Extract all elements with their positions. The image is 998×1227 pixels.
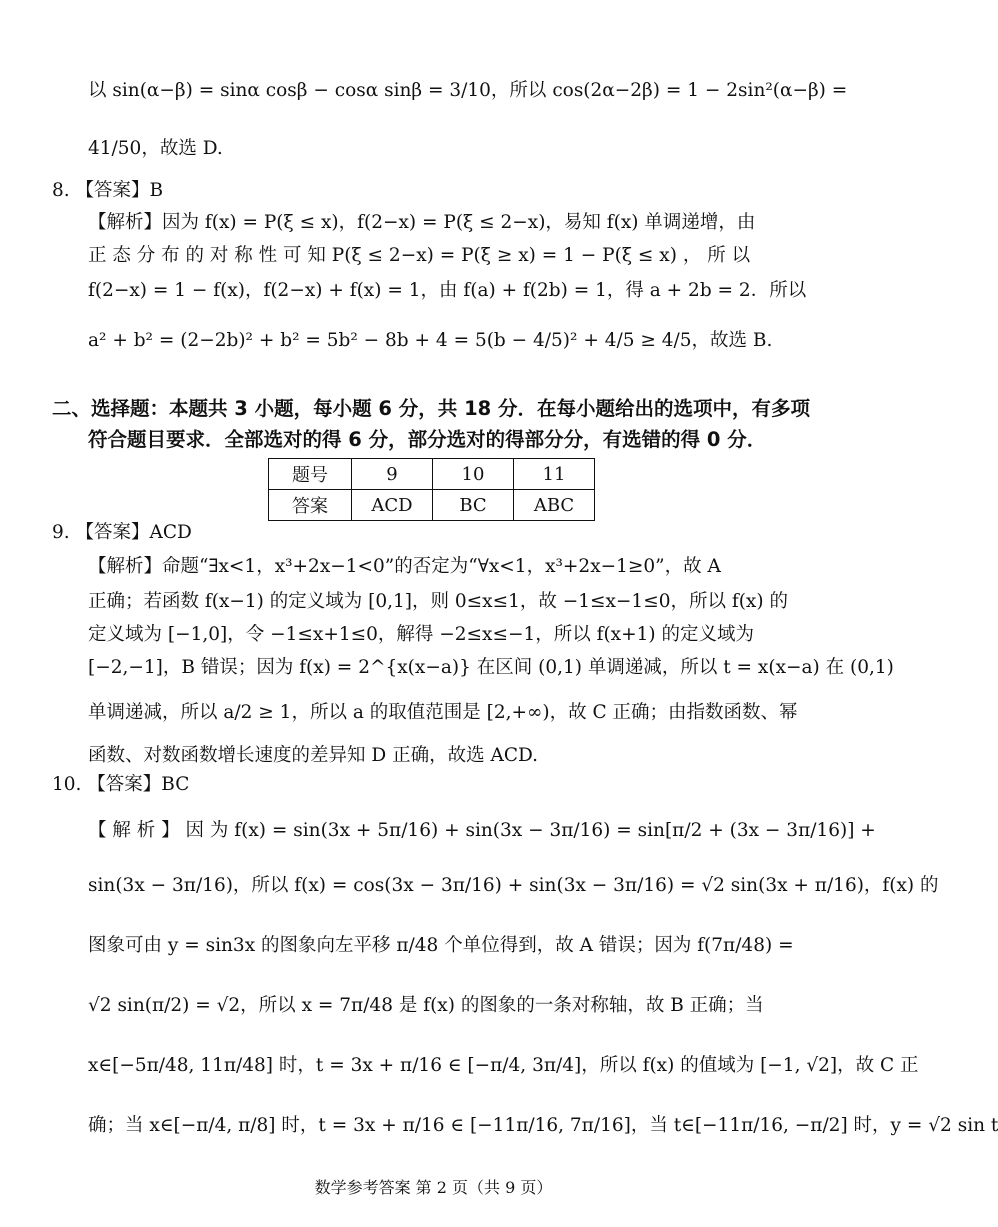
text-line: 以 sin(α−β) = sinα cosβ − cosα sinβ = 3/10，所以 cos(2α−2β) = 1 − 2sin²(α−β) = — [88, 80, 848, 101]
q8-analysis-line: f(2−x) = 1 − f(x)，f(2−x) + f(x) = 1，由 f(a) + f(2b) = 1，得 a + 2b = 2．所以 — [88, 280, 807, 301]
page-footer: 数学参考答案 第 2 页（共 9 页） — [314, 1178, 553, 1197]
table-cell: BC — [433, 490, 514, 521]
q8-analysis-line: 【解析】因为 f(x) = P(ξ ≤ x)，f(2−x) = P(ξ ≤ 2−x)，易知 f(x) 单调递增，由 — [88, 212, 756, 233]
answer-table-answer-row — [269, 490, 595, 521]
section-heading: 符合题目要求．全部选对的得 6 分，部分选对的得部分分，有选错的得 0 分． — [88, 428, 767, 451]
q9-analysis-line: [−2,−1]，B 错误；因为 f(x) = 2^{x(x−a)} 在区间 (0,1) 单调递减，所以 t = x(x−a) 在 (0,1) — [88, 657, 894, 678]
table-cell: 11 — [514, 459, 595, 490]
q10-analysis-line: √2 sin(π/2) = √2，所以 x = 7π/48 是 f(x) 的图象的一条对称轴，故 B 正确；当 — [88, 995, 764, 1016]
answer-table — [268, 458, 595, 521]
q9-analysis-line: 正确；若函数 f(x−1) 的定义域为 [0,1]，则 0≤x≤1，故 −1≤x−1≤0，所以 f(x) 的 — [88, 591, 788, 612]
table-cell: 题号 — [269, 459, 352, 490]
table-cell: ABC — [514, 490, 595, 521]
q10-analysis-line: 确；当 x∈[−π/4, π/8] 时，t = 3x + π/16 ∈ [−11π/16, 7π/16]，当 t∈[−11π/16, −π/2] 时，y = √2 sin t — [88, 1115, 998, 1136]
q8-answer: 8. 【答案】B — [52, 180, 164, 201]
q10-analysis-line: 【 解 析 】 因 为 f(x) = sin(3x + 5π/16) + sin(3x − 3π/16) = sin[π/2 + (3x − 3π/16)] + — [88, 820, 876, 841]
q9-analysis-line: 【解析】命题“∃x<1，x³+2x−1<0”的否定为“∀x<1，x³+2x−1≥0”，故 A — [88, 556, 721, 577]
text-line: 41/50，故选 D. — [88, 138, 223, 159]
q10-answer: 10. 【答案】BC — [52, 774, 190, 795]
q9-analysis-line: 单调递减，所以 a/2 ≥ 1，所以 a 的取值范围是 [2,+∞)，故 C 正确；由指数函数、幂 — [88, 702, 798, 723]
q9-analysis-line: 定义域为 [−1,0]，令 −1≤x+1≤0，解得 −2≤x≤−1，所以 f(x+1) 的定义域为 — [88, 624, 754, 645]
q10-analysis-line: x∈[−5π/48, 11π/48] 时，t = 3x + π/16 ∈ [−π/4, 3π/4]，所以 f(x) 的值域为 [−1, √2]，故 C 正 — [88, 1055, 919, 1076]
q8-analysis-line: a² + b² = (2−2b)² + b² = 5b² − 8b + 4 = 5(b − 4/5)² + 4/5 ≥ 4/5，故选 B. — [88, 330, 773, 351]
q9-answer: 9. 【答案】ACD — [52, 522, 192, 543]
answer-table-header-row — [269, 459, 595, 490]
table-cell: 10 — [433, 459, 514, 490]
q8-analysis-line: 正 态 分 布 的 对 称 性 可 知 P(ξ ≤ 2−x) = P(ξ ≥ x) = 1 − P(ξ ≤ x) ， 所 以 — [88, 245, 751, 266]
section-heading: 二、选择题：本题共 3 小题，每小题 6 分，共 18 分．在每小题给出的选项中，有多项 — [52, 397, 811, 420]
table-cell: ACD — [352, 490, 433, 521]
q10-analysis-line: 图象可由 y = sin3x 的图象向左平移 π/48 个单位得到，故 A 错误；因为 f(7π/48) = — [88, 935, 794, 956]
table-cell: 答案 — [269, 490, 352, 521]
q10-analysis-line: sin(3x − 3π/16)，所以 f(x) = cos(3x − 3π/16) + sin(3x − 3π/16) = √2 sin(3x + π/16)，f(x) 的 — [88, 875, 939, 896]
q9-analysis-line: 函数、对数函数增长速度的差异知 D 正确，故选 ACD. — [88, 745, 539, 766]
table-cell: 9 — [352, 459, 433, 490]
